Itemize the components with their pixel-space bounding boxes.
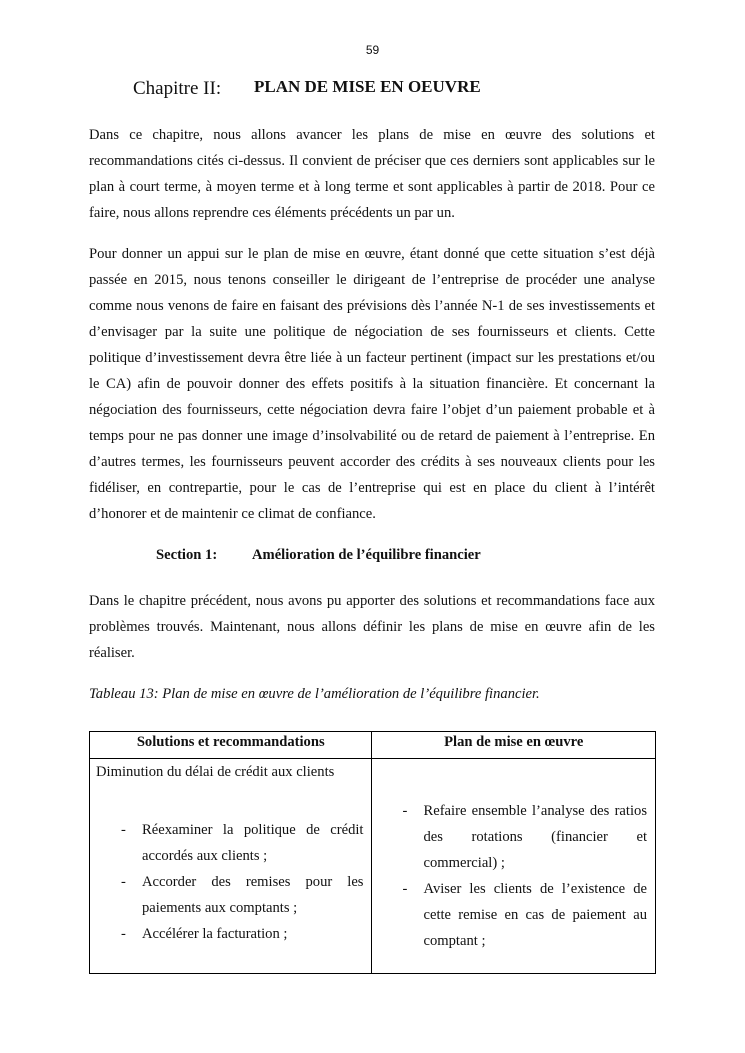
plan-table [89,731,656,974]
intro-paragraph: Dans ce chapitre, nous allons avancer les plans de mise en œuvre des solutions et recommandations cités ci-dessus. Il convient de préciser que ces derniers sont applicables sur le plan à court terme, à moyen terme et à long terme et sont applicables à partir de 2018. Pour ce faire, nous allons reprendre ces éléments précédents un par un. [89,127,655,221]
list-item: - Aviser les clients de l’existence de cette remise en cas de paiement au comptant ; [423,876,647,954]
section-title: Amélioration de l’équilibre financier [252,547,481,563]
section-label: Section 1: [156,547,218,563]
chapter-title: PLAN DE MISE EN OEUVRE [254,77,481,96]
chapter-label: Chapitre II: [133,78,222,99]
list-item: - Accorder des remises pour les paiements aux comptants ; [142,869,363,921]
context-paragraph: Pour donner un appui sur le plan de mise en œuvre, étant donné que cette situation s’est déjà passée en 2015, nous tenons conseiller le dirigeant de l’entreprise de procéder une analyse comme nous venons de faire en faisant des prévisions dès l’année N-1 de ses investissements et d’envisager par la suite une politique de négociation de ses fournisseurs et clients. Cette politique d’investissement devra être liée à un facteur pertinent (impact sur les prestations et/ou le CA) afin de pouvoir donner des effets positifs à la situation financière. Et concernant la négociation des fournisseurs, cette négociation devra faire l’objet d’un paiement probable et à temps pour ne pas donner une image d’insolvabilité ou de retard de paiement à l’entreprise. En d’autres termes, les fournisseurs peuvent accorder des crédits à ses nouveaux clients pour les fidéliser, en contrepartie, pour le cas de l’entreprise qui est en place du client à l’intérêt d’honorer et de maintenir ce climat de confiance. [89,246,655,522]
plans-list [423,798,647,954]
table-row [90,759,656,974]
list-item: - Réexaminer la politique de crédit accordés aux clients ; [142,817,363,869]
list-item: - Refaire ensemble l’analyse des ratios des rotations (financier et commercial) ; [423,798,647,876]
plans-cell [372,759,656,974]
table-caption: Tableau 13: Plan de mise en œuvre de l’amélioration de l’équilibre financier. [89,686,540,702]
header-plan: Plan de mise en œuvre [372,732,656,759]
section-paragraph: Dans le chapitre précédent, nous avons pu apporter des solutions et recommandations face aux problèmes trouvés. Maintenant, nous allons définir les plans de mise en œuvre afin de les réaliser. [89,593,655,661]
solution-title: Diminution du délai de crédit aux clients [96,764,335,780]
solutions-cell [90,759,372,974]
header-solutions: Solutions et recommandations [90,732,372,759]
table-header-row [90,732,656,759]
page-number: 59 [365,43,380,57]
solutions-list [142,817,363,947]
list-item: - Accélérer la facturation ; [142,921,363,947]
